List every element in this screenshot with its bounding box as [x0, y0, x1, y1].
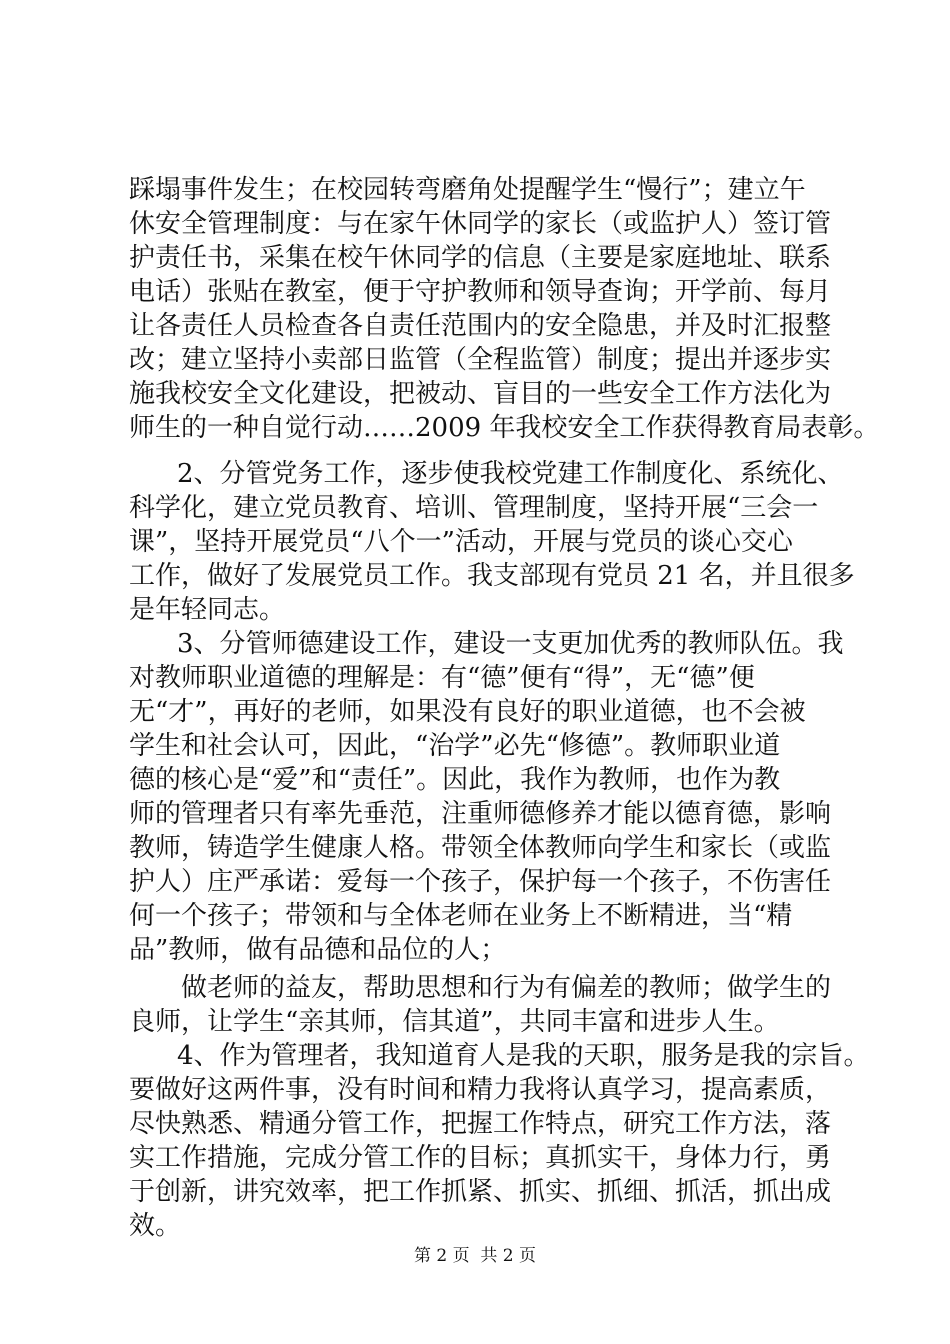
text-line: 4、作为管理者，我知道育人是我的天职，服务是我的宗旨。	[177, 1041, 870, 1071]
text-line: 无“才”，再好的老师，如果没有良好的职业道德，也不会被	[129, 697, 806, 727]
text-line: 踩塌事件发生；在校园转弯磨角处提醒学生“慢行”；建立午	[129, 175, 806, 205]
text-line: 德的核心是“爱”和“责任”。因此，我作为教师，也作为教	[129, 765, 781, 795]
text-line: 何一个孩子；带领和与全体老师在业务上不断精进，当“精	[129, 901, 793, 931]
text-line: 工作，做好了发展党员工作。我支部现有党员 21 名，并且很多	[129, 561, 855, 591]
text-line: 2、分管党务工作，逐步使我校党建工作制度化、系统化、	[177, 459, 844, 489]
text-line: 课”，坚持开展党员“八个一”活动，开展与党员的谈心交心	[129, 527, 793, 557]
text-line: 改；建立坚持小卖部日监管（全程监管）制度；提出并逐步实	[129, 345, 832, 375]
text-line: 是年轻同志。	[129, 595, 286, 625]
text-line: 品”教师，做有品德和品位的人；	[129, 935, 507, 965]
text-line: 电话）张贴在教室，便于守护教师和领导查询；开学前、每月	[129, 277, 832, 307]
text-line: 效。	[129, 1211, 182, 1241]
text-line: 护责任书，采集在校午休同学的信息（主要是家庭地址、联系	[129, 243, 832, 273]
text-line: 教师，铸造学生健康人格。带领全体教师向学生和家长（或监	[129, 833, 832, 863]
text-line: 学生和社会认可，因此，“治学”必先“修德”。教师职业道	[129, 731, 781, 761]
text-line: 师的管理者只有率先垂范，注重师德修养才能以德育德，影响	[129, 799, 832, 829]
text-line: 师生的一种自觉行动……2009 年我校安全工作获得教育局表彰。	[129, 413, 880, 443]
text-line: 做老师的益友，帮助思想和行为有偏差的教师；做学生的	[181, 973, 832, 1003]
text-line: 科学化，建立党员教育、培训、管理制度，坚持开展“三会一	[129, 493, 819, 523]
text-line: 护人）庄严承诺：爱每一个孩子，保护每一个孩子，不伤害任	[129, 867, 832, 897]
text-line: 3、分管师德建设工作，建设一支更加优秀的教师队伍。我	[177, 629, 844, 659]
text-line: 尽快熟悉、精通分管工作，把握工作特点，研究工作方法，落	[129, 1109, 832, 1139]
text-line: 休安全管理制度：与在家午休同学的家长（或监护人）签订管	[129, 209, 832, 239]
text-line: 施我校安全文化建设，把被动、盲目的一些安全工作方法化为	[129, 379, 832, 409]
page-footer: 第 2 页 共 2 页	[413, 1246, 537, 1266]
text-line: 对教师职业道德的理解是：有“德”便有“得”，无“德”便	[129, 663, 755, 693]
text-line: 要做好这两件事，没有时间和精力我将认真学习，提高素质，	[129, 1075, 832, 1105]
text-line: 实工作措施，完成分管工作的目标；真抓实干，身体力行，勇	[129, 1143, 832, 1173]
text-line: 良师，让学生“亲其师，信其道”，共同丰富和进步人生。	[129, 1007, 780, 1037]
text-line: 让各责任人员检查各自责任范围内的安全隐患，并及时汇报整	[129, 311, 832, 341]
text-line: 于创新，讲究效率，把工作抓紧、抓实、抓细、抓活，抓出成	[129, 1177, 832, 1207]
